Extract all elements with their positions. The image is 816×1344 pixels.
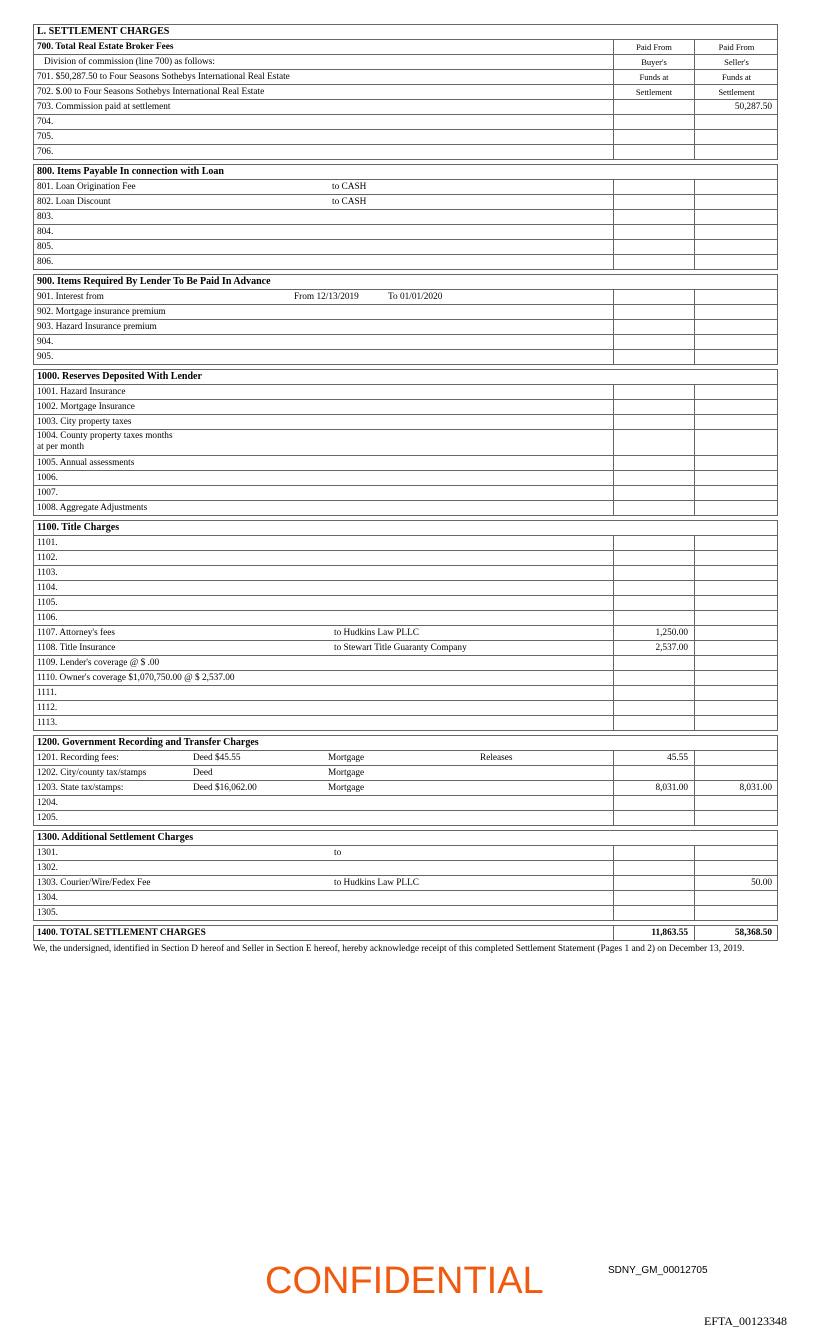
line-703-seller-amount: 50,287.50 <box>694 100 778 114</box>
line-1201-buyer-amount: 45.55 <box>613 751 694 765</box>
line-1305: 1305. <box>33 906 778 921</box>
line-1203-buyer-amount: 8,031.00 <box>613 781 694 795</box>
line-1400-total: 1400. TOTAL SETTLEMENT CHARGES 11,863.55 58,368.50 <box>33 925 778 941</box>
line-702: 702. $.00 to Four Seasons Sothebys International Real Estate Settlement Settlement <box>33 85 778 100</box>
line-705: 705. <box>33 130 778 145</box>
section-1400 <box>33 925 778 941</box>
line-1106: 1106. <box>33 611 778 626</box>
line-1301: 1301. to <box>33 845 778 861</box>
line-805: 805. <box>33 240 778 255</box>
line-1111: 1111. <box>33 686 778 701</box>
acknowledgement-text: We, the undersigned, identified in Section D hereof and Seller in Section E hereof, hereby acknowledge receipt of this completed Settlement Statement (Pages 1 and 2) on December 13, 2019. <box>33 944 745 954</box>
line-803: 803. <box>33 210 778 225</box>
section-1100 <box>33 520 778 731</box>
line-1110: 1110. Owner's coverage $1,070,750.00 @ $ 2,537.00 <box>33 671 778 686</box>
line-1203-seller-amount: 8,031.00 <box>694 781 778 795</box>
line-1103: 1103. <box>33 566 778 581</box>
line-1112: 1112. <box>33 701 778 716</box>
section-800 <box>33 164 778 270</box>
line-1002: 1002. Mortgage Insurance <box>33 400 778 415</box>
line-1108-buyer-amount: 2,537.00 <box>613 641 694 655</box>
line-706: 706. <box>33 145 778 160</box>
total-seller-amount: 58,368.50 <box>694 926 778 940</box>
line-1001: 1001. Hazard Insurance <box>33 384 778 400</box>
section-1000-title: 1000. Reserves Deposited With Lender <box>33 369 778 384</box>
line-1104: 1104. <box>33 581 778 596</box>
efta-number: EFTA_00123348 <box>704 1314 788 1328</box>
line-802: 802. Loan Discount to CASH <box>33 195 778 210</box>
line-701: 701. $50,287.50 to Four Seasons Sothebys International Real Estate Funds at Funds at <box>33 70 778 85</box>
line-905: 905. <box>33 350 778 365</box>
section-1200 <box>33 735 778 826</box>
line-903: 903. Hazard Insurance premium <box>33 320 778 335</box>
line-1303: 1303. Courier/Wire/Fedex Fee to Hudkins Law PLLC 50.00 <box>33 876 778 891</box>
section-1000 <box>33 369 778 516</box>
line-1003: 1003. City property taxes <box>33 415 778 430</box>
section-900 <box>33 274 778 365</box>
line-1201: 1201. Recording fees: Deed $45.55 Mortgage Releases 45.55 <box>33 750 778 766</box>
line-1107-buyer-amount: 1,250.00 <box>613 626 694 640</box>
total-buyer-amount: 11,863.55 <box>613 926 694 940</box>
line-804: 804. <box>33 225 778 240</box>
section-800-title: 800. Items Payable In connection with Loan <box>33 164 778 179</box>
line-division: Division of commission (line 700) as follows: Buyer's Seller's <box>33 55 778 70</box>
line-1202: 1202. City/county tax/stamps Deed Mortgage <box>33 766 778 781</box>
confidential-stamp: CONFIDENTIAL <box>265 1260 544 1302</box>
line-801: 801. Loan Origination Fee to CASH <box>33 179 778 195</box>
line-704: 704. <box>33 115 778 130</box>
line-1006: 1006. <box>33 471 778 486</box>
line-1303-seller-amount: 50.00 <box>694 876 778 890</box>
line-1113: 1113. <box>33 716 778 731</box>
section-1300 <box>33 830 778 921</box>
line-1109: 1109. Lender's coverage @ $ .00 <box>33 656 778 671</box>
line-806: 806. <box>33 255 778 270</box>
line-901: 901. Interest from From 12/13/2019 To 01/01/2020 <box>33 289 778 305</box>
line-1004: 1004. County property taxes months at per month <box>33 430 778 456</box>
section-1300-title: 1300. Additional Settlement Charges <box>33 830 778 845</box>
line-902: 902. Mortgage insurance premium <box>33 305 778 320</box>
line-1108: 1108. Title Insurance to Stewart Title Guaranty Company 2,537.00 <box>33 641 778 656</box>
line-1008: 1008. Aggregate Adjustments <box>33 501 778 516</box>
line-1302: 1302. <box>33 861 778 876</box>
line-904: 904. <box>33 335 778 350</box>
line-1107: 1107. Attorney's fees to Hudkins Law PLLC 1,250.00 <box>33 626 778 641</box>
line-700: 700. Total Real Estate Broker Fees Paid From Paid From <box>33 39 778 55</box>
line-1105: 1105. <box>33 596 778 611</box>
line-1304: 1304. <box>33 891 778 906</box>
section-900-title: 900. Items Required By Lender To Be Paid In Advance <box>33 274 778 289</box>
section-header <box>33 24 778 160</box>
line-703: 703. Commission paid at settlement 50,287.50 <box>33 100 778 115</box>
line-1102: 1102. <box>33 551 778 566</box>
line-1007: 1007. <box>33 486 778 501</box>
bates-number: SDNY_GM_00012705 <box>608 1265 708 1276</box>
line-1204: 1204. <box>33 796 778 811</box>
settlement-charges-form <box>33 24 778 944</box>
section-1100-title: 1100. Title Charges <box>33 520 778 535</box>
line-1203: 1203. State tax/stamps: Deed $16,062.00 Mortgage 8,031.00 8,031.00 <box>33 781 778 796</box>
section-title: L. SETTLEMENT CHARGES <box>33 24 778 39</box>
line-1005: 1005. Annual assessments <box>33 456 778 471</box>
line-1205: 1205. <box>33 811 778 826</box>
line-1101: 1101. <box>33 535 778 551</box>
section-1200-title: 1200. Government Recording and Transfer Charges <box>33 735 778 750</box>
